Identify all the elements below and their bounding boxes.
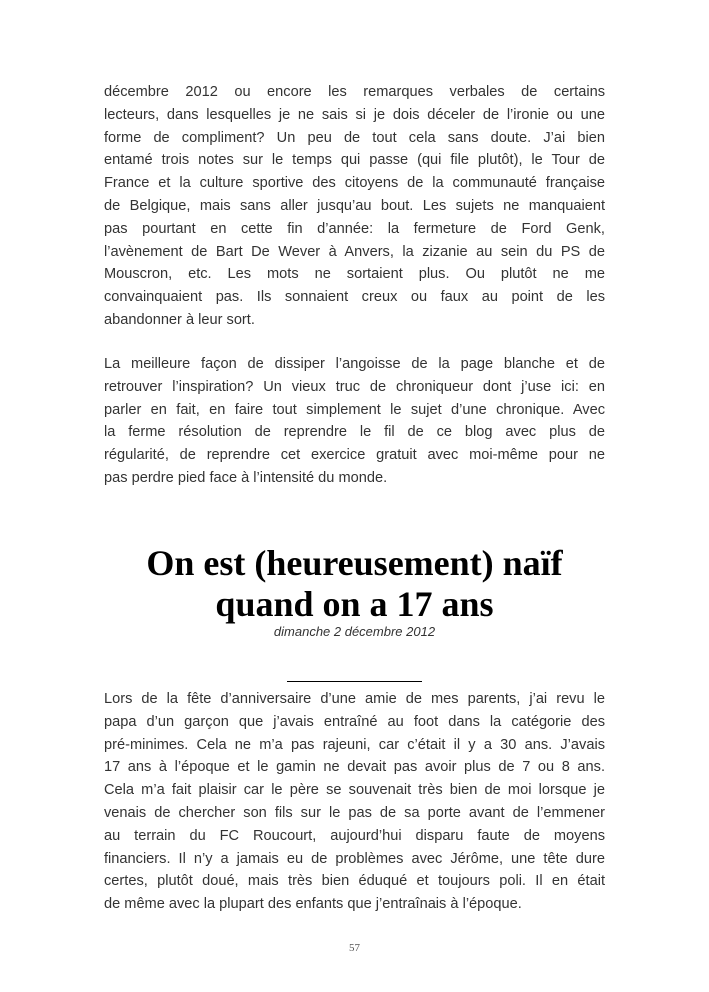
article-title-line: On est (heureusement) naïf: [146, 543, 563, 583]
text-line: Mouscron, etc. Les mots ne sortaient plus. Ou plutôt ne me: [104, 266, 605, 283]
text-line: Cela m’a fait plaisir car le père se souvenait très bien de moi lorsque je: [104, 782, 605, 799]
text-line: pas perdre pied face à l’intensité du monde.: [104, 469, 388, 486]
text-line: décembre 2012 ou encore les remarques verbales de certains: [104, 84, 605, 100]
text-line: au terrain du FC Roucourt, aujourd’hui disparu faute de moyens: [104, 827, 605, 844]
page-number: 57: [349, 942, 360, 954]
text-line: convainquaient pas. Ils sonnaient creux ou faux au point de les: [104, 289, 605, 306]
text-line: de Belgique, mais sans aller jusqu’au bout. Les sujets ne manquaient: [104, 197, 605, 214]
text-line: certes, plutôt doué, mais très bien éduqué et toujours poli. Il en était: [104, 873, 605, 890]
text-line: parler en fait, en faire tout simplement le sujet d’une chronique. Avec: [104, 401, 605, 418]
article-title-line: quand on a 17 ans: [215, 584, 494, 624]
text-line: pré-minimes. Cela ne m’a pas rajeuni, car c’était il y a 30 ans. J’avais: [104, 736, 605, 753]
article-title: [0, 543, 709, 625]
text-line: régularité, de reprendre cet exercice gratuit avec moi-même pour ne: [104, 447, 605, 464]
text-line: venais de chercher son fils sur le pas de sa porte avant de l’emmener: [104, 804, 605, 821]
paragraph-inspiration: [104, 353, 605, 490]
text-line: l’avènement de Bart De Wever à Anvers, la zizanie au sein du PS de: [104, 243, 605, 260]
separator-rule: [287, 681, 422, 682]
text-line: la ferme résolution de reprendre le fil de ce blog avec plus de: [104, 424, 605, 441]
text-line: 17 ans à l’époque et le gamin ne devait pas avoir plus de 7 ou 8 ans.: [104, 759, 605, 776]
text-line: papa d’un garçon que j’avais entraîné au foot dans la catégorie des: [104, 713, 605, 730]
text-line: entamé trois notes sur le temps qui passe (qui file plutôt), le Tour de: [104, 152, 605, 169]
text-line: forme de compliment? Un peu de tout cela sans doute. J’ai bien: [104, 129, 605, 146]
text-line: de même avec la plupart des enfants que j’entraînais à l’époque.: [104, 896, 522, 913]
text-line: pas pourtant en cette fin d’année: la fermeture de Ford Genk,: [104, 220, 605, 237]
text-line: Lors de la fête d’anniversaire d’une amie de mes parents, j’ai revu le: [104, 691, 605, 707]
paragraph-article-body: [104, 688, 605, 916]
article-date: dimanche 2 décembre 2012: [273, 624, 436, 639]
text-line: retrouver l’inspiration? Un vieux truc de chroniqueur dont j’use ici: en: [104, 378, 605, 395]
paragraph-intro: [104, 81, 605, 332]
text-line: lecteurs, dans lesquelles je ne sais si je dois déceler de l’ironie ou une: [104, 106, 605, 123]
text-line: France et la culture sportive des citoyens de la communauté française: [104, 175, 605, 192]
text-line: financiers. Il n’y a jamais eu de problèmes avec Jérôme, une tête dure: [104, 850, 605, 867]
text-line: La meilleure façon de dissiper l’angoisse de la page blanche et de: [104, 356, 605, 372]
text-line: abandonner à leur sort.: [104, 311, 255, 328]
